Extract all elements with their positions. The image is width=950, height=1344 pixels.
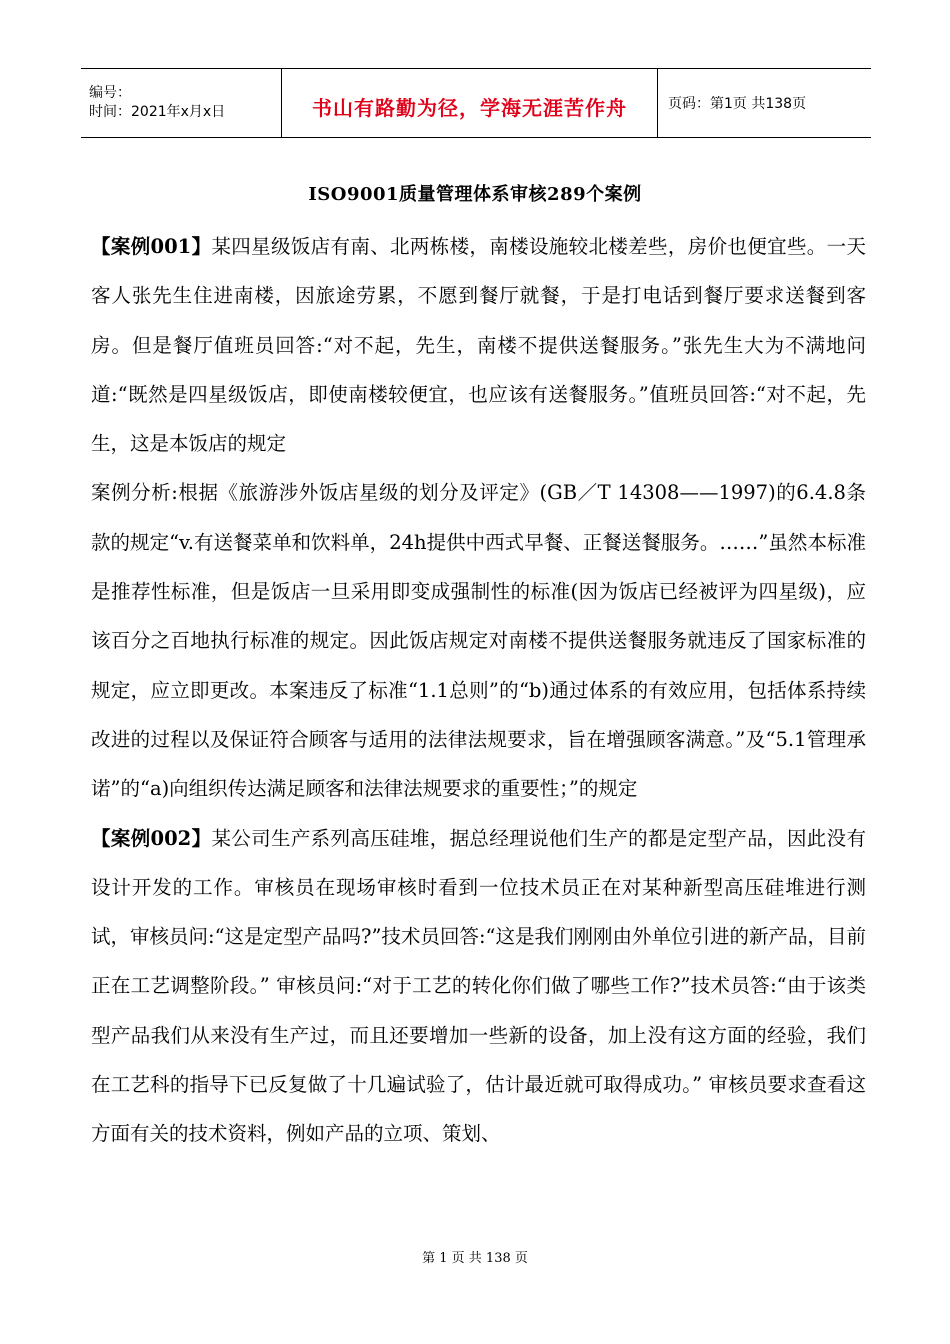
document-body	[91, 222, 866, 1159]
number-label: 编号：	[89, 85, 131, 101]
case-001-analysis: 案例分析:根据《旅游涉外饭店星级的划分及评定》(GB／T 14308——1997)的6.4.8条款的规定“v.有送餐菜单和饮料单，24h提供中西式早餐、正餐送餐服务。……”虽然本标准是推荐性标准，但是饭店一旦采用即变成强制性的标准(因为饭店已经被评为四星级)，应该百分之百地执行标准的规定。因此饭店规定对南楼不提供送餐服务就违反了国家标准的规定，应立即更改。本案违反了标准“1.1总则”的“b)通过体系的有效应用，包括体系持续改进的过程以及保证符合顾客与适用的法律法规要求，旨在增强顾客满意。”及“5.1管理承诺”的“a)向组织传达满足顾客和法律法规要求的重要性；”的规定	[91, 481, 866, 801]
time-label: 时间：2021年x月x日	[89, 104, 226, 120]
case-002-body: 某公司生产系列高压硅堆，据总经理说他们生产的都是定型产品，因此没有设计开发的工作。审核员在现场审核时看到一位技术员正在对某种新型高压硅堆进行测试，审核员问:“这是定型产品吗?”技术员回答:“这是我们刚刚由外单位引进的新产品，目前正在工艺调整阶段。” 审核员问:“对于工艺的转化你们做了哪些工作?”技术员答:“由于该类型产品我们从来没有生产过，而且还要增加一些新的设备，加上没有这方面的经验，我们在工艺科的指导下已反复做了十几遍试验了，估计最近就可取得成功。” 审核员要求查看这方面有关的技术资料，例如产品的立项、策划、	[91, 826, 867, 1146]
document-title: ISO9001质量管理体系审核289个案例	[308, 184, 642, 205]
header-page-info-cell	[658, 69, 871, 137]
page-info: 页码：第1页 共138页	[668, 96, 807, 112]
page-header	[81, 68, 871, 138]
case-001-body: 某四星级饭店有南、北两栋楼，南楼设施较北楼差些，房价也便宜些。一天客人张先生住进南楼，因旅途劳累，不愿到餐厅就餐，于是打电话到餐厅要求送餐到客房。但是餐厅值班员回答:“对不起，先生，南楼不提供送餐服务。”张先生大为不满地问道:“既然是四星级饭店，即使南楼较便宜，也应该有送餐服务。”值班员回答:“对不起，先生，这是本饭店的规定	[91, 235, 866, 456]
header-meta	[81, 69, 281, 137]
case-002-paragraph	[91, 814, 866, 1159]
page-footer: 第 1 页 共 138 页	[422, 1251, 528, 1266]
header-motto-cell	[281, 69, 658, 137]
case-002-label: 【案例002】	[91, 826, 212, 850]
motto: 书山有路勤为径，学海无涯苦作舟	[312, 95, 627, 120]
case-001-paragraph	[91, 222, 866, 468]
case-001-label: 【案例001】	[91, 235, 212, 258]
